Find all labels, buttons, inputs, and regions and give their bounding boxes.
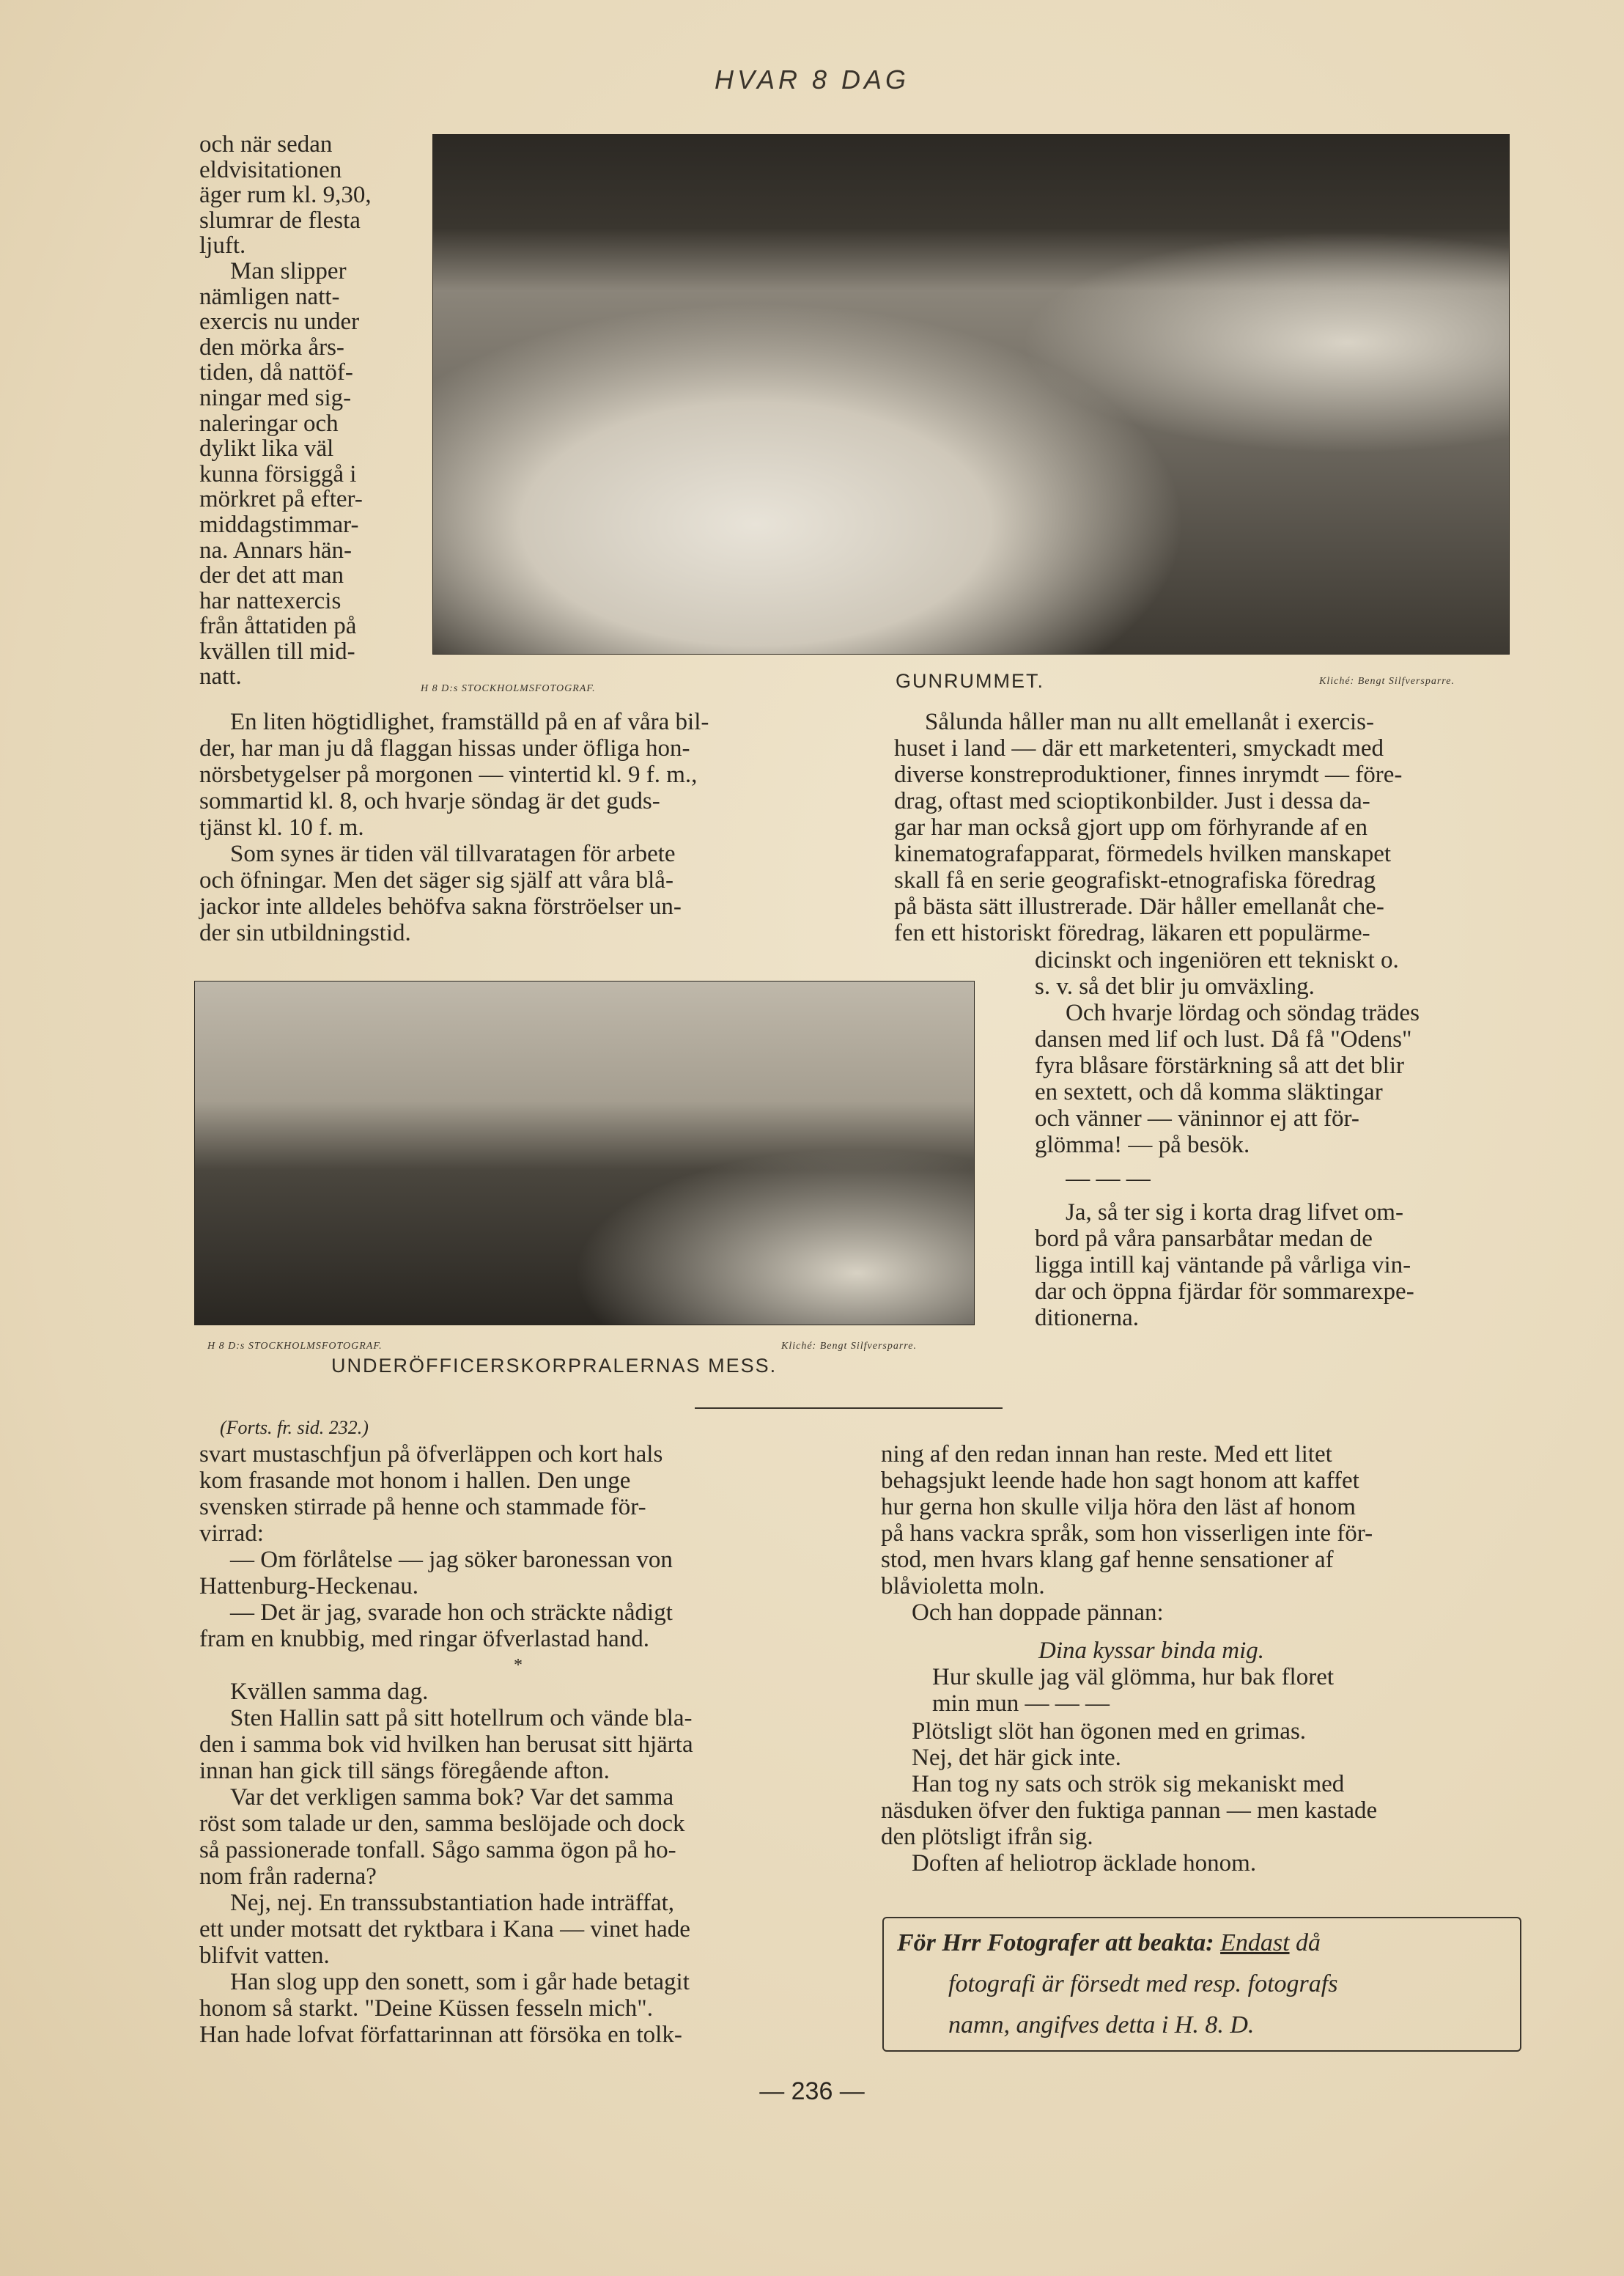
text-line: Sålunda håller man nu allt emellanåt i exercis-: [925, 709, 1375, 735]
text-line: — Om förlåtelse — jag söker baronessan von: [230, 1547, 673, 1573]
text-line: och vänner — väninnor ej att för-: [1035, 1105, 1359, 1132]
text-line: fram en knubbig, med ringar öfverlastad hand.: [199, 1626, 649, 1652]
text-line: nom från raderna?: [199, 1863, 377, 1890]
continued-note: (Forts. fr. sid. 232.): [220, 1417, 369, 1438]
text-line: den mörka års-: [199, 334, 344, 361]
text-line: svensken stirrade på henne och stammade för-: [199, 1494, 646, 1520]
notice-heading: För Hrr Fotografer att beakta:: [897, 1929, 1214, 1956]
photo-mess-credit-left: H 8 D:s STOCKHOLMSFOTOGRAF.: [207, 1341, 383, 1352]
text-line: s. v. så det blir ju omväxling.: [1035, 973, 1315, 1000]
poem-block: [932, 1638, 1504, 1717]
text-line: Han slog upp den sonett, som i går hade betagit: [230, 1969, 690, 1995]
text-line: huset i land — där ett marketenteri, smyckadt med: [894, 735, 1384, 762]
text-line: sommartid kl. 8, och hvarje söndag är det guds-: [199, 788, 660, 814]
poem-line: min mun — — —: [932, 1690, 1110, 1717]
photo-gunroom-caption: GUNRUMMET.: [896, 670, 1044, 692]
photo-mess-credit-right: Kliché: Bengt Silfversparre.: [781, 1341, 917, 1352]
text-line: virrad:: [199, 1520, 264, 1547]
text-line: och öfningar. Men det säger sig själf att våra blå-: [199, 867, 673, 894]
text-line: nörsbetygelser på morgonen — vintertid kl. 9 f. m.,: [199, 762, 698, 788]
text-line: den plötsligt ifrån sig.: [881, 1824, 1093, 1850]
upper-right-column-b: [1035, 947, 1511, 1158]
text-line: Hattenburg-Heckenau.: [199, 1573, 419, 1599]
photo-mess-caption: UNDERÖFFICERSKORPRALERNAS MESS.: [331, 1355, 778, 1377]
text-line: natt.: [199, 663, 242, 690]
page-number: — 236 —: [759, 2077, 865, 2105]
text-line: Man slipper: [230, 257, 347, 284]
text-line: nämligen natt-: [199, 283, 340, 310]
text-line: fyra blåsare förstärkning så att det blir: [1035, 1053, 1404, 1079]
text-line: kinematografapparat, förmedels hvilken manskapet: [894, 841, 1392, 867]
text-line: ligga intill kaj väntande på vårliga vin-: [1035, 1252, 1411, 1278]
text-line: en sextett, och då komma släktingar: [1035, 1079, 1383, 1105]
text-line: fen ett historiskt föredrag, läkaren ett populärme-: [894, 920, 1370, 946]
poem-line: Dina kyssar binda mig.: [1038, 1638, 1264, 1664]
text-line: svart mustaschfjun på öfverläppen och kort hals: [199, 1441, 663, 1467]
text-line: ljuft.: [199, 232, 246, 259]
text-line: stod, men hvars klang gaf henne sensationer af: [881, 1547, 1334, 1573]
notice-line: [897, 1923, 1507, 1964]
text-line: En liten högtidlighet, framställd på en af våra bil-: [230, 709, 709, 735]
text-line: hur gerna hon skulle vilja höra den läst af honom: [881, 1494, 1356, 1520]
text-line: på bästa sätt illustrerade. Där håller emellanåt che-: [894, 894, 1384, 920]
text-line: bord på våra pansarbåtar medan de: [1035, 1226, 1373, 1252]
text-line: tiden, då nattöf-: [199, 359, 353, 386]
text-line: middagstimmar-: [199, 511, 359, 538]
text-line: Nej, nej. En transsubstantiation hade inträffat,: [230, 1890, 675, 1916]
text-line: Sten Hallin satt på sitt hotellrum och vände bla-: [230, 1705, 693, 1731]
text-line: gar har man också gjort upp om förhyrande af en: [894, 814, 1368, 841]
section-dashes: — — —: [1066, 1165, 1151, 1192]
upper-left-column: [199, 709, 830, 946]
poem-line: Hur skulle jag väl glömma, hur bak floret: [932, 1664, 1335, 1690]
text-line: på hans vackra språk, som hon visserligen inte för-: [881, 1520, 1373, 1547]
text-line: innan han gick till sängs föregående afton.: [199, 1758, 610, 1784]
text-line: näsduken öfver den fuktiga pannan — men kastade: [881, 1797, 1378, 1824]
notice-line: fotografi är försedt med resp. fotografs: [948, 1970, 1338, 1997]
text-line: Doften af heliotrop äcklade honom.: [912, 1850, 1257, 1877]
text-line: har nattexercis: [199, 587, 342, 614]
text-line: blifvit vatten.: [199, 1942, 330, 1969]
text-line: äger rum kl. 9,30,: [199, 182, 372, 209]
text-line: slumrar de flesta: [199, 207, 361, 234]
upper-right-column-a: [894, 709, 1510, 946]
text-line: dicinskt och ingeniören ett tekniskt o.: [1035, 947, 1399, 973]
photo-gunroom: [432, 134, 1510, 655]
text-line: diverse konstreproduktioner, finnes inrymdt — före-: [894, 762, 1403, 788]
text-line: Han hade lofvat författarinnan att försöka en tolk-: [199, 2022, 682, 2048]
lower-right-column: [881, 1441, 1518, 1626]
notice-emphasis: Endast: [1220, 1929, 1290, 1956]
text-line: röst som talade ur den, samma beslöjade och dock: [199, 1811, 685, 1837]
page-header: HVAR 8 DAG: [714, 65, 910, 95]
text-line: der sin utbildningstid.: [199, 920, 411, 946]
text-line: kom frasande mot honom i hallen. Den unge: [199, 1467, 631, 1494]
text-line: från åttatiden på: [199, 613, 357, 640]
text-line: Kvällen samma dag.: [230, 1679, 429, 1705]
photo-gunroom-credit-right: Kliché: Bengt Silfversparre.: [1319, 676, 1455, 687]
text-line: dansen med lif och lust. Då få "Odens": [1035, 1026, 1412, 1053]
text-line: glömma! — på besök.: [1035, 1132, 1250, 1158]
text-line: Nej, det här gick inte.: [912, 1745, 1121, 1771]
text-line: honom så starkt. "Deine Küssen fesseln mich".: [199, 1995, 653, 2022]
text-line: behagsjukt leende hade hon sagt honom att kaffet: [881, 1467, 1359, 1494]
text-line: Var det verkligen samma bok? Var det samma: [230, 1784, 674, 1811]
text-line: drag, oftast med scioptikonbilder. Just i dessa da-: [894, 788, 1370, 814]
text-line: kunna försiggå i: [199, 460, 357, 487]
text-line: der, har man ju då flaggan hissas under öfliga hon-: [199, 735, 690, 762]
text-line: ditionerna.: [1035, 1305, 1140, 1331]
section-divider: [695, 1407, 1003, 1409]
lower-left-column: [199, 1441, 837, 2048]
photographer-notice: [882, 1917, 1521, 2052]
upper-right-column-c: [1035, 1199, 1511, 1331]
text-line: Plötsligt slöt han ögonen med en grimas.: [912, 1718, 1307, 1745]
text-line: dylikt lika väl: [199, 435, 334, 463]
text-line: Han tog ny sats och strök sig mekaniskt med: [912, 1771, 1345, 1797]
text-line: och när sedan: [199, 131, 333, 158]
text-line: eldvisitationen: [199, 156, 342, 183]
text-line: så passionerade tonfall. Sågo samma ögon på ho-: [199, 1837, 676, 1863]
notice-text: då: [1296, 1929, 1321, 1956]
text-line: Ja, så ter sig i korta drag lifvet om-: [1066, 1199, 1403, 1226]
text-line: kvällen till mid-: [199, 638, 355, 665]
text-line: Och hvarje lördag och söndag trädes: [1066, 1000, 1420, 1026]
notice-line: namn, angifves detta i H. 8. D.: [948, 2011, 1255, 2039]
text-line: exercis nu under: [199, 309, 360, 336]
text-line: blåvioletta moln.: [881, 1573, 1045, 1599]
narrow-text-column: [199, 132, 405, 690]
text-line: — Det är jag, svarade hon och sträckte nådigt: [230, 1599, 673, 1626]
text-line: mörkret på efter-: [199, 486, 363, 513]
text-line: jackor inte alldeles behöfva sakna förströelser un-: [199, 894, 682, 920]
text-line: naleringar och: [199, 410, 339, 437]
text-line: den i samma bok vid hvilken han berusat sitt hjärta: [199, 1731, 693, 1758]
text-line: Och han doppade pännan:: [912, 1599, 1164, 1626]
text-line: ning af den redan innan han reste. Med ett litet: [881, 1441, 1332, 1467]
text-line: ett under motsatt det ryktbara i Kana — vinet hade: [199, 1916, 690, 1942]
text-line: dar och öppna fjärdar för sommarexpe-: [1035, 1278, 1414, 1305]
text-line: *: [514, 1656, 523, 1675]
text-line: der det att man: [199, 562, 344, 589]
text-line: Som synes är tiden väl tillvaratagen för arbete: [230, 841, 676, 867]
photo-mess: [194, 981, 975, 1325]
text-line: ningar med sig-: [199, 384, 352, 411]
lower-right-column-b: [881, 1718, 1518, 1877]
photo-gunroom-credit-left: H 8 D:s STOCKHOLMSFOTOGRAF.: [421, 683, 596, 694]
text-line: tjänst kl. 10 f. m.: [199, 814, 364, 841]
text-line: na. Annars hän-: [199, 537, 353, 564]
text-line: skall få en serie geografiskt-etnografiska föredrag: [894, 867, 1376, 894]
